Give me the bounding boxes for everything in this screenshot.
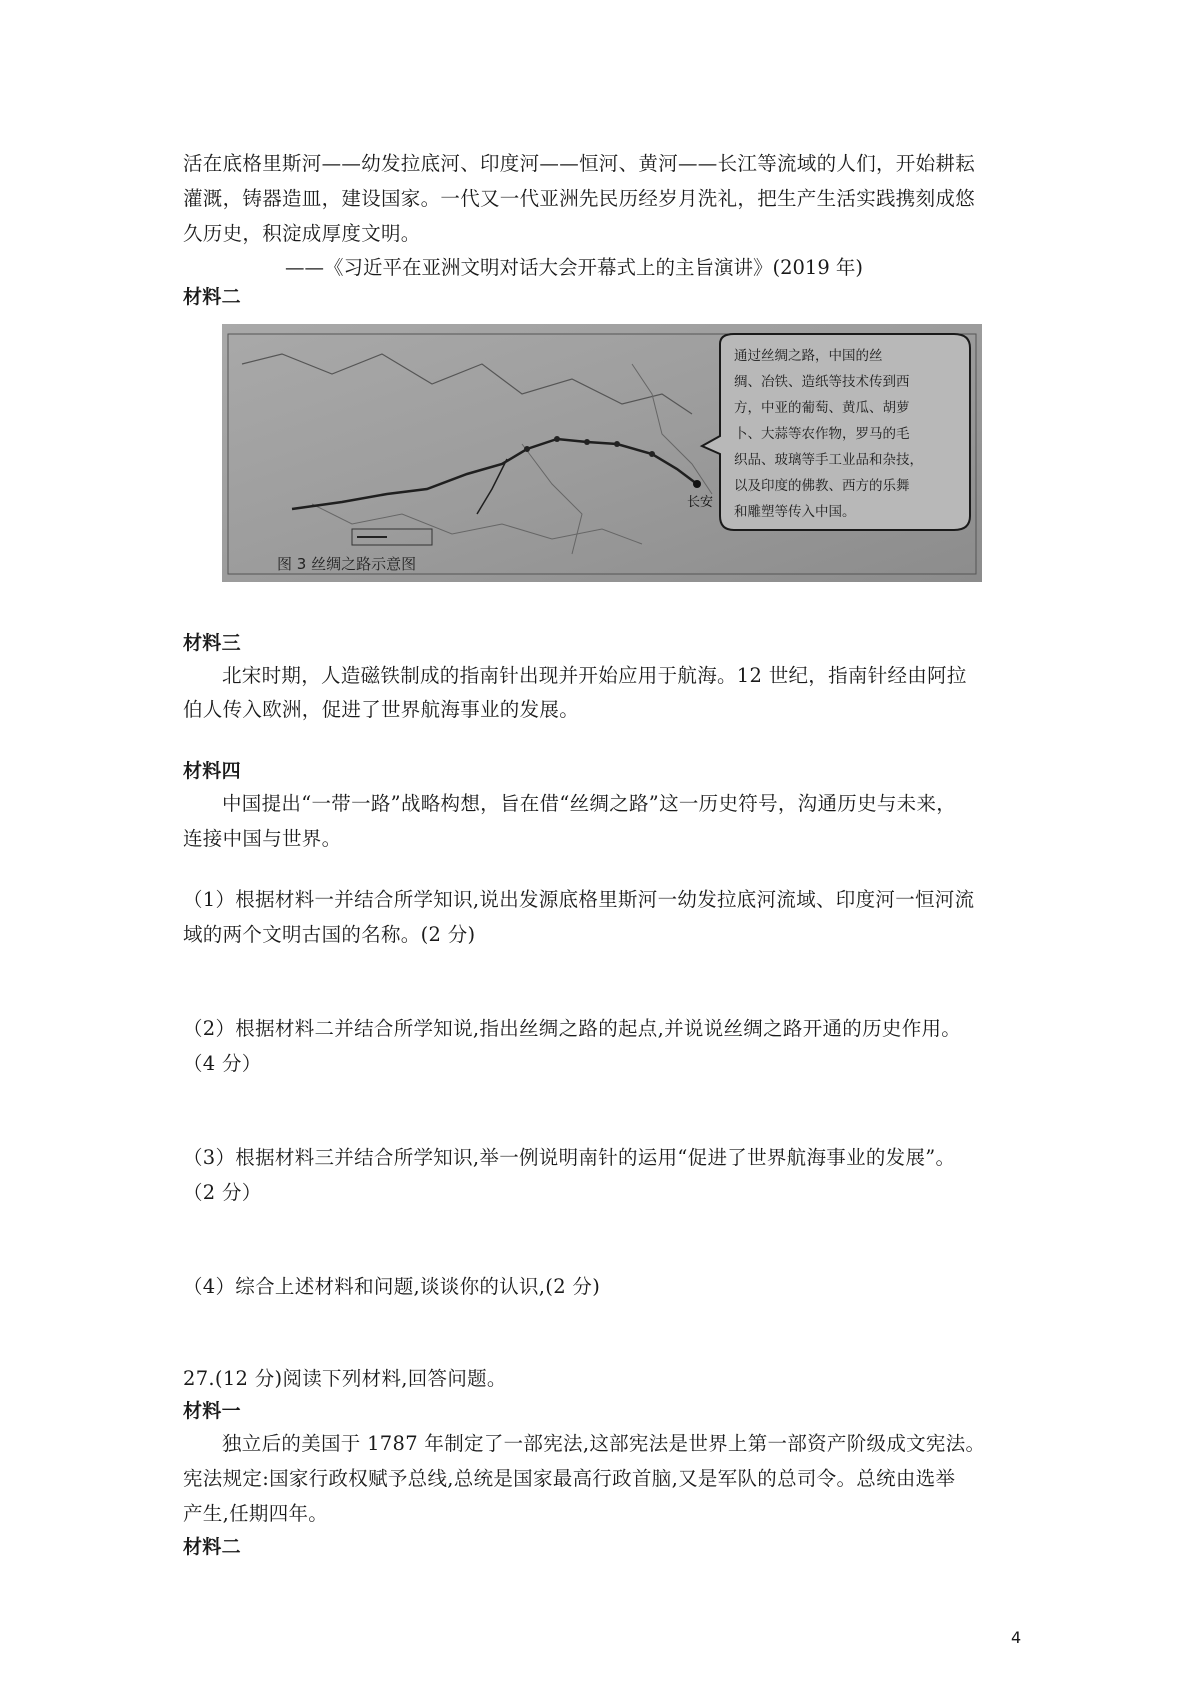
question-2-line-2: （4 分） <box>183 1052 262 1075</box>
silk-road-map <box>222 324 982 582</box>
q27-material1-heading: 材料一 <box>183 1400 241 1422</box>
material3-heading: 材料三 <box>183 632 241 654</box>
speech-attribution: ——《习近平在亚洲文明对话大会开幕式上的主旨演讲》(2019 年) <box>285 256 864 279</box>
material1-line-1: 活在底格里斯河——幼发拉底河、印度河——恒河、黄河——长江等流域的人们，开始耕耘 <box>183 152 975 175</box>
q27-material1-line-3: 产生,任期四年。 <box>183 1502 329 1525</box>
q27-material1-line-2: 宪法规定:国家行政权赋予总线,总统是国家最高行政首脑,又是军队的总司令。总统由选举 <box>183 1467 956 1490</box>
question-4-line-1: （4）综合上述材料和问题,谈谈你的认识,(2 分) <box>183 1275 601 1298</box>
changan-label: 长安 <box>687 495 714 510</box>
silk-road-map-figure <box>222 324 982 582</box>
page-number: 4 <box>1011 1628 1022 1647</box>
material3-line-2: 伯人传入欧洲，促进了世界航海事业的发展。 <box>183 698 580 721</box>
question-1-line-1: （1）根据材料一并结合所学知识,说出发源底格里斯河一幼发拉底河流域、印度河一恒河流 <box>183 888 975 911</box>
speech-bubble-text: 通过丝绸之路，中国的丝 绸、冶铁、造纸等技术传到西 方，中亚的葡萄、黄瓜、胡萝 卜、大蒜等农作物，罗马的毛 织品、玻璃等手工业品和杂技， 以及印度的佛教、西方的乐舞 和雕塑等传入中国。 <box>734 348 923 520</box>
material4-line-1: 中国提出“一带一路”战略构想，旨在借“丝绸之路”这一历史符号，沟通历史与未来， <box>222 792 957 815</box>
material4-heading: 材料四 <box>183 760 241 782</box>
question-3-line-2: （2 分） <box>183 1181 262 1204</box>
material2-heading: 材料二 <box>183 286 241 308</box>
question-1-line-2: 域的两个文明古国的名称。(2 分) <box>183 923 476 946</box>
material4-line-2: 连接中国与世界。 <box>183 827 342 850</box>
question-3-line-1: （3）根据材料三并结合所学知识,举一例说明南针的运用“促进了世界航海事业的发展”。 <box>183 1146 956 1169</box>
map-caption: 图 3 丝绸之路示意图 <box>277 555 417 573</box>
question-27-title: 27.(12 分)阅读下列材料,回答问题。 <box>183 1367 507 1390</box>
material3-line-1: 北宋时期，人造磁铁制成的指南针出现并开始应用于航海。12 世纪，指南针经由阿拉 <box>222 664 967 687</box>
q27-material1-line-1: 独立后的美国于 1787 年制定了一部宪法,这部宪法是世界上第一部资产阶级成文宪法。 <box>222 1432 986 1455</box>
question-2-line-1: （2）根据材料二并结合所学知说,指出丝绸之路的起点,并说说丝绸之路开通的历史作用。 <box>183 1017 962 1040</box>
q27-material2-heading: 材料二 <box>183 1536 241 1558</box>
material1-line-3: 久历史，积淀成厚度文明。 <box>183 222 421 245</box>
material1-line-2: 灌溉，铸器造皿，建设国家。一代又一代亚洲先民历经岁月洗礼，把生产生活实践携刻成悠 <box>183 187 976 210</box>
